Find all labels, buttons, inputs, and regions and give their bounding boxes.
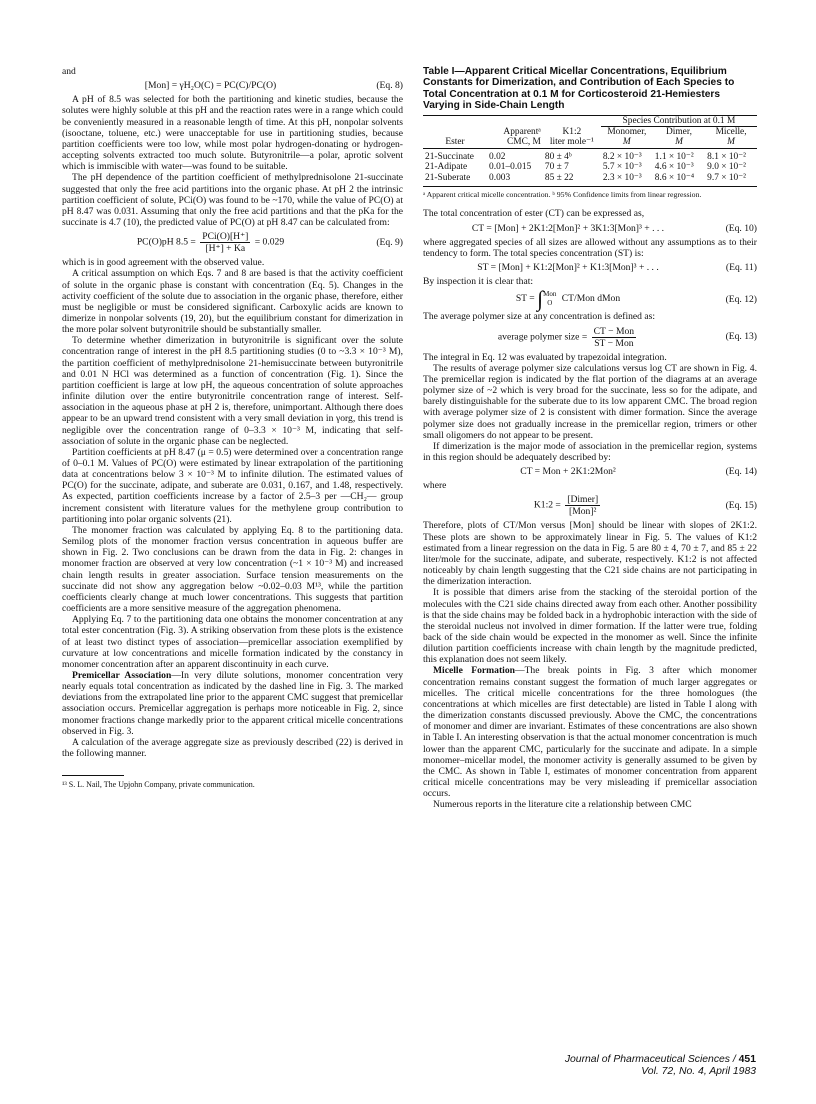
paragraph: where [423, 480, 447, 492]
footnote-divider [62, 775, 124, 776]
paragraph: The integral in Eq. 12 was evaluated by trapezoidal integration. [423, 351, 667, 363]
table-cell: 21-Suberate [425, 172, 471, 183]
equation-8-expression: [Mon] = γH₂O(C) = PC(C)/PC(O) [144, 80, 277, 92]
page-footer [565, 1054, 756, 1079]
equation-10-number: (Eq. 10) [725, 222, 757, 234]
table-row [423, 173, 757, 187]
issue-info: Vol. 72, No. 4, April 1983 [641, 1066, 756, 1078]
paragraph: The pH dependence of the partition coefficient of methylprednisolone 21-succinate suggested that only the free acid partitions into the organic phase. At pH 2 the intrinsic partition coefficient of solute, PCi(O) was found to be ~170, while the value of PC(O) at pH 8.47 was 0.031. Assuming that only the free acid partitions and that the pKa for the succinate is 4.7 (10), the predicted value of PC(O) at pH 8.47 can be calculated from: [62, 172, 403, 229]
table-header-cell: Micelle, [715, 127, 747, 138]
table-cell: 8.6 × 10⁻⁴ [654, 172, 695, 183]
table-header-cell: liter mole⁻¹ [549, 137, 594, 148]
equation-13-fraction [592, 326, 636, 349]
equation-13-denominator: ST − Mon [594, 337, 634, 349]
integral-upper-limit: Mon [543, 290, 557, 299]
table-cell: 4.6 × 10⁻³ [654, 162, 694, 173]
paragraph: The average polymer size at any concentration is defined as: [423, 311, 656, 323]
table-cell: 9.0 × 10⁻² [707, 162, 746, 173]
equation-15 [423, 494, 757, 517]
left-column [62, 66, 403, 790]
right-column [423, 66, 757, 811]
paragraph: which is in good agreement with the observed value. [62, 257, 265, 269]
table-cell: 21-Adipate [425, 162, 468, 173]
table-cell: 0.02 [489, 151, 506, 162]
paragraph: Partition coefficients at pH 8.47 (μ = 0.5) were determined over a concentration range of 0–0.1 M. Values of PC(O) were estimated by linear extrapolation of the partitioning data at concentrations below 3 × 10⁻³ M to infinite dilution. The estimated values of PC(O) for the succinate, adipate, and suberate are 0.031, 0.167, and 1.48, respectively. As expected, partition coefficients increase by a factor of 2.5–3 per —CH₂— group increment consistent with literature values for the methylene group contribution to partitioning into polar organic solvents (21). [62, 446, 403, 525]
equation-15-denominator: [Mon]² [569, 506, 597, 518]
table-span-header: Species Contribution at 0.1 M [601, 115, 757, 126]
equation-12-number: (Eq. 12) [725, 293, 757, 305]
paragraph-text: —The break points in Fig. 3 after which monomer concentration remains constant suggest the formation of much larger aggregates or micelles. The critical micelle concentrations for the three homologues (the concentrations at which micelles are first detectable) are listed in Table I along with the dimerization constants discussed previously. Above the CMC, the concentrations of monomer and dimer are invariant. Estimates of these concentrations are also shown in Table I. An interesting observation is that the actual monomer concentration is much lower than the apparent CMC, particularly for the succinate and adipate. In a simple monomer–micellar model, the monomer activity is generally assumed to be given by the CMC. As shown in Table I, estimates of monomer concentration from apparent critical micelle concentrations may be very misleading if premicellar association occurs. [423, 665, 757, 800]
equation-14-number: (Eq. 14) [725, 466, 757, 478]
equation-9-denominator: [H⁺] + Ka [205, 243, 246, 255]
equation-9 [62, 231, 403, 254]
table-header-cell: Monomer, [607, 127, 647, 138]
equation-8-number: (Eq. 8) [376, 80, 403, 92]
table-header-cell: Dimer, [666, 127, 692, 138]
section-heading-micelle: Micelle Formation [433, 665, 515, 677]
table-title: Table I—Apparent Critical Micellar Concentrations, Equilibrium Constants for Dimerization, and Contribution of Each Species to Total Concentration at 0.1 M for Corticosteroid 21-Hemiesters Varying in Side-Chain Length [423, 66, 735, 112]
table-footnote: ᵃ Apparent critical micelle concentration. ᵇ 95% Confidence limits from linear regression. [423, 190, 702, 200]
paragraph: A calculation of the average aggregate size as previously described (22) is derived in the following manner. [62, 736, 403, 760]
paragraph: The results of average polymer size calculations versus log CT are shown in Fig. 4. The premicellar region is indicated by the flat portion of the diagrams at an average polymer size of ~2 which is very broad for the succinate, less so for the adipate, and barely distinguishable for the suberate due to its low apparent CMC. The broad region with average polymer size of 2 is consistent with dimer formation. Since the average polymer size does not gradually increase in the premicellar region, trimers or other small oligomers do not appear to be present. [423, 362, 757, 441]
integral-lower-limit: O [547, 299, 553, 308]
section-heading-premicellar: Premicellar Association [72, 669, 172, 681]
table-header-cell: Apparentᵃ [503, 127, 541, 138]
equation-11-number: (Eq. 11) [725, 262, 757, 274]
table-cell: 8.1 × 10⁻² [707, 151, 746, 162]
paragraph: The total concentration of ester (CT) can be expressed as, [423, 208, 645, 220]
equation-9-fraction [200, 231, 250, 254]
table-cell: 8.2 × 10⁻³ [602, 151, 642, 162]
table-header-cell: K1:2 [562, 127, 582, 138]
table-header-cell: M [675, 137, 683, 148]
equation-15-lhs: K1:2 = [533, 500, 561, 512]
table-cell: 21-Succinate [425, 151, 474, 162]
table-row [423, 162, 757, 172]
integral-sign: ∫ [537, 286, 544, 312]
equation-9-rhs: = 0.029 [254, 236, 285, 248]
equation-13 [423, 326, 757, 349]
equation-15-number: (Eq. 15) [725, 500, 757, 512]
table-cell: 1.1 × 10⁻² [654, 151, 694, 162]
table-header-row [423, 127, 757, 138]
equation-14 [423, 466, 757, 477]
equation-10-expression: CT = [Mon] + 2K1:2[Mon]² + 3K1:3[Mon]³ + . . . [471, 222, 665, 234]
equation-12 [423, 286, 757, 312]
equation-9-numerator: PCi(O)[H⁺] [202, 231, 249, 243]
equation-13-lhs: average polymer size = [497, 331, 588, 343]
equation-8 [62, 80, 403, 91]
paragraph: Applying Eq. 7 to the partitioning data one obtains the monomer concentration at any total ester concentration (Fig. 3). A striking observation from these plots is the existence of at least two distinct types of association—premicellar association exemplified by curvature at low concentrations and micelle formation indicated by the constancy in monomer concentration after an apparent discontinuity in each curve. [62, 614, 403, 670]
table-header-cell: CMC, M [507, 137, 541, 148]
equation-9-lhs: PC(O)pH 8.5 = [136, 236, 196, 248]
table-header-row [423, 137, 757, 148]
equation-10 [423, 223, 757, 234]
footnote: ¹³ S. L. Nail, The Upjohn Company, private communication. [62, 780, 255, 790]
table-cell: 9.7 × 10⁻² [707, 172, 746, 183]
table-header-cell: M [622, 137, 631, 148]
equation-12-lhs: ST = [515, 293, 535, 305]
paragraph: It is possible that dimers arise from the stacking of the steroidal portion of the molecules with the C21 side chains directed away from each other. Another possibility is that the side chains may be folded back in a hydrophobic interaction with the side of the steroidal nucleus not involved in dimer formation. If the latter were true, folding back of the side chain would be expected in the monomer as well. Since the infinite dilution partition coefficients increase with chain length by the magnitude predicted, this explanation does not seem likely. [423, 587, 757, 666]
equation-13-number: (Eq. 13) [725, 331, 757, 343]
paragraph: The monomer fraction was calculated by applying Eq. 8 to the partitioning data. Semilog plots of the monomer fraction versus concentration in aqueous buffer are shown in Fig. 2. Two conclusions can be drawn from the data in Fig. 2: changes in monomer fraction are observed at very low concentration (~1 × 10⁻³ M) and increased chain length results in greater association. Surface tension measurements on the succinate did not show any aggregation below ~0.02–0.03 M¹³, while the partition coefficients clearly change at much lower concentrations. This suggests that partition coefficients are a more sensitive measure of the aggregation phenomena. [62, 524, 403, 615]
paragraph: By inspection it is clear that: [423, 276, 534, 288]
paragraph: A critical assumption on which Eqs. 7 and 8 are based is that the activity coefficient of solute in the organic phase is constant with concentration (Eq. 5). Changes in the activity coefficient of the solute due to association in the organic phase, therefore, either must be negligible or must be considered significant. Carboxylic acids are known to dimerize in nonpolar solvents (19, 20), but the equilibrium constant for dimerization in the more polar solvent butyronitrile should be substantially smaller. [62, 268, 403, 336]
table-cell: 80 ± 4ᵇ [544, 151, 572, 162]
equation-14-expression: CT = Mon + 2K1:2Mon² [520, 466, 616, 478]
table-header-row [423, 115, 757, 126]
intro-word: and [62, 66, 76, 77]
equation-11-expression: ST = [Mon] + K1:2[Mon]² + K1:3[Mon]³ + . . . [477, 262, 659, 274]
table-header-cell: Ester [445, 137, 465, 148]
table-cell: 85 ± 22 [544, 172, 574, 183]
equation-13-numerator: CT − Mon [593, 325, 635, 337]
table-1 [423, 115, 757, 187]
table-row [423, 148, 757, 162]
table-cell: 5.7 × 10⁻³ [602, 162, 642, 173]
paragraph [62, 670, 403, 737]
equation-15-fraction [565, 494, 600, 517]
paragraph: where aggregated species of all sizes are allowed without any assumptions as to their tendency to form. The total species concentration (ST) is: [423, 236, 757, 259]
equation-15-numerator: [Dimer] [567, 494, 599, 506]
equation-9-number: (Eq. 9) [376, 237, 403, 249]
paragraph: A pH of 8.5 was selected for both the partitioning and kinetic studies, because the solutes were highly soluble at this pH and the reaction rates were in a range which could be conveniently measured in a reasonable length of time. At this pH, nonpolar solvents (isooctane, toluene, etc.) were unacceptable for use in partitioning studies, because partition coefficients were too low, while most polar hydrogen-donating or hydrogen-accepting solvents extracted too much solute. Butyronitrile—a polar, aprotic solvent which is immiscible with water—was found to be suitable. [62, 94, 403, 173]
paragraph: If dimerization is the major mode of association in the premicellar region, systems in this region should be adequately described by: [423, 440, 757, 463]
paragraph: Numerous reports in the literature cite a relationship between CMC [433, 799, 692, 811]
table-cell: 0.003 [489, 172, 511, 183]
table-cell: 0.01–0.015 [489, 162, 532, 173]
paragraph-text: —In very dilute solutions, monomer concentration very nearly equals total concentration as indicated by the dashed line in Fig. 3. The marked deviations from the extrapolated line prior to the apparent CMC suggest that premicellar association occurs. Premicellar aggregation is perhaps more noticeable in Fig. 2, since monomer fractions change markedly prior to the apparent critical micelle concentrations observed in Fig. 3. [62, 669, 403, 737]
paragraph [423, 665, 757, 799]
equation-11 [423, 262, 757, 273]
journal-name: Journal of Pharmaceutical Sciences / [564, 1054, 739, 1065]
paragraph: Therefore, plots of CT/Mon versus [Mon] should be linear with slopes of 2K1:2. These plots are shown to be approximately linear in Fig. 5. The values of K1:2 estimated from a linear regression on the data in Fig. 5 are 80 ± 4, 70 ± 7, and 85 ± 22 liter/mole for the succinate, adipate, and suberate, respectively. K1:2 is not affected noticeably by chain length suggesting that the C21 side chains are not participating in the dimerization interaction. [423, 520, 757, 588]
table-header-cell: M [727, 137, 735, 148]
table-cell: 2.3 × 10⁻³ [602, 172, 642, 183]
table-cell: 70 ± 7 [544, 162, 569, 173]
page-number: 451 [738, 1054, 756, 1065]
paragraph: To determine whether dimerization in butyronitrile is significant over the solute concentration range of interest in the pH 8.5 partitioning studies (0 to ~3.3 × 10⁻³ M), the partition coefficient of methylprednisolone 21-hemisuccinate between butyronitrile and 0.01 N HCl was determined as a function of concentration (Fig. 1). Since the partition coefficient is large at low pH, the aqueous concentration of solute approaches infinite dilution over the entire butyronitrile concentration range of interest. Self-association in the aqueous phase at pH 2 is, therefore, unimportant. Although there does appear to be an upward trend consistent with a very small deviation in γorg, this trend is negligible over the concentration range of 0–3.3 × 10⁻³ M, indicating that self-association of solute in the organic phase can be neglected. [62, 335, 403, 447]
equation-12-integrand: CT/Mon dMon [561, 293, 621, 305]
